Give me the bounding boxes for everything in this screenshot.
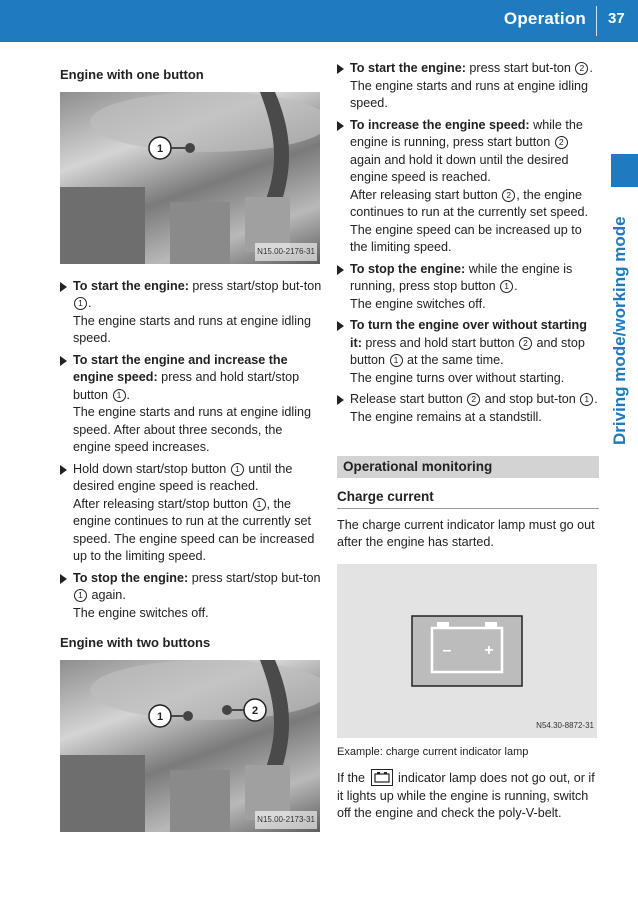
arrow-bullet-icon <box>337 321 344 331</box>
callout-number: 2 <box>251 704 259 717</box>
plus-sign: + <box>484 641 494 659</box>
arrow-bullet-icon <box>337 265 344 275</box>
arrow-bullet-icon <box>60 574 67 584</box>
instruction-item: To increase the engine speed: while the engine is running, press start button 2 again and hold it down until the desired engine speed is reached. After releasing start button 2 , the engine continues to run at the currently set speed. The engine speed can be increased up to the limiting speed. <box>337 117 599 257</box>
instruction-item: To start the engine and increase the engine speed: press and hold start/stop button 1 . The engine starts and runs at engine idling speed. After about three seconds, the engine speed increases. <box>60 352 322 457</box>
instruction-item: To stop the engine: while the engine is running, press stop button 1 . The engine switches off. <box>337 261 599 314</box>
figure-code: N54.30-8872-31 <box>536 721 594 730</box>
button-number-badge: 2 <box>575 62 588 75</box>
button-number-badge: 1 <box>113 389 126 402</box>
page-header <box>0 0 638 42</box>
page-number: 37 <box>608 10 625 27</box>
heading-two-buttons: Engine with two buttons <box>60 635 211 650</box>
arrow-bullet-icon <box>60 465 67 475</box>
instruction-item: To stop the engine: press start/stop but-ton 1 again. The engine switches off. <box>60 570 322 623</box>
arrow-bullet-icon <box>337 395 344 405</box>
battery-icon <box>371 769 393 786</box>
side-tab <box>600 190 638 450</box>
side-tab-label: Driving mode/working mode <box>610 216 629 445</box>
instruction-item: Hold down start/stop button 1 until the desired engine speed is reached. After releasing start/stop button 1 , the engine continues to run at the currently set speed. The engine speed can be increased up to the limiting speed. <box>60 461 322 566</box>
photo-code: N15.00-2176-31 <box>255 243 317 261</box>
button-number-badge: 1 <box>74 297 87 310</box>
arrow-bullet-icon <box>337 121 344 131</box>
button-number-badge: 1 <box>253 498 266 511</box>
charge-lamp-figure <box>337 564 597 738</box>
instruction-item: To turn the engine over without starting it: press and hold start button 2 and stop button 1 at the same time. The engine turns over without starting. <box>337 317 599 387</box>
button-number-badge: 2 <box>502 189 515 202</box>
arrow-bullet-icon <box>60 356 67 366</box>
button-number-badge: 2 <box>519 337 532 350</box>
instruction-item: Release start button 2 and stop but-ton 1 . The engine remains at a standstill. <box>337 391 599 426</box>
button-number-badge: 1 <box>74 589 87 602</box>
button-number-badge: 1 <box>231 463 244 476</box>
left-column <box>60 60 322 832</box>
section-bar: Operational monitoring <box>337 456 599 478</box>
section-title: Operation <box>503 9 586 28</box>
final-paragraph: If the indicator lamp does not go out, or if it lights up while the engine is running, switch off the engine and check the poly-V-belt. <box>337 771 595 820</box>
callout-number: 1 <box>156 710 164 723</box>
instruction-item: To start the engine: press start/stop but-ton 1 . The engine starts and runs at engine idling speed. <box>60 278 322 348</box>
engine-illustration <box>60 660 320 832</box>
engine-photo-two-buttons <box>60 660 320 832</box>
button-number-badge: 2 <box>467 393 480 406</box>
heading-one-button: Engine with one button <box>60 67 204 82</box>
arrow-bullet-icon <box>337 64 344 74</box>
instruction-item: To start the engine: press start but-ton 2 . The engine starts and runs at engine idling speed. <box>337 60 599 113</box>
engine-photo-one-button <box>60 92 320 264</box>
header-divider <box>596 6 597 36</box>
subheading-charge-current: Charge current <box>337 488 599 509</box>
callout-number: 1 <box>156 142 164 155</box>
right-column <box>337 60 599 823</box>
button-number-badge: 1 <box>500 280 513 293</box>
photo-code: N15.00-2173-31 <box>255 811 317 829</box>
minus-sign: – <box>442 641 452 659</box>
button-number-badge: 2 <box>555 136 568 149</box>
engine-illustration <box>60 92 320 264</box>
battery-lamp-illustration <box>337 564 597 738</box>
button-number-badge: 1 <box>580 393 593 406</box>
arrow-bullet-icon <box>60 282 67 292</box>
figure-caption: Example: charge current indicator lamp <box>337 745 529 758</box>
side-tab-marker <box>611 154 638 187</box>
button-number-badge: 1 <box>390 354 403 367</box>
intro-paragraph: The charge current indicator lamp must go out after the engine has started. <box>337 517 595 549</box>
